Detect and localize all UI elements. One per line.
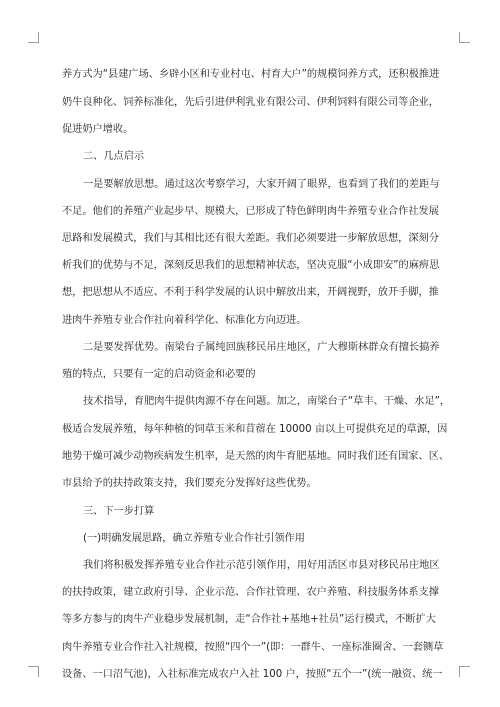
text-line: 我们将积极发挥养殖专业合作社示范引领作用，用好用活区市县对移民吊庄地区: [83, 560, 440, 571]
text-line: 进肉牛养殖专业合作社向着科学化、标准化方向迈进。: [62, 315, 307, 326]
text-line: 殖的特点，只要有一定的启动资金和必要的: [62, 369, 256, 380]
text-line: 技术指导，育肥肉牛提供肉源不存在问题。加之，南梁台子“草丰、干燥、水足”，: [83, 396, 451, 407]
page-corner-bottom-left: [28, 666, 39, 677]
text-line: 肉牛养殖专业合作社入社规模，按照“四个一”(即：一群牛、一座标准圈舍、一套铡草: [62, 642, 444, 653]
text-line: 市县给予的扶持政策支持，我们要充分发挥好这些优势。: [62, 478, 317, 489]
text-line: (一)明确发展思路，确立养殖专业合作社引领作用: [83, 533, 305, 544]
text-line: 地势干燥可减少动物疾病发生机率，是天然的肉牛育肥基地。同时我们还有国家、区、: [62, 451, 450, 462]
text-line: 奶牛良种化、饲养标准化，先后引进伊利乳业有限公司、伊利饲料有限公司等企业，: [62, 97, 439, 108]
text-line: 思路和发展模式，我们与其相比还有很大差距。我们必须要进一步解放思想，深刻分: [62, 233, 439, 244]
page-corner-bottom-right: [459, 666, 470, 677]
text-line: 一是要解放思想。通过这次考察学习，大家开阔了眼界，也看到了我们的差距与: [83, 179, 440, 190]
page-corner-top-right: [459, 32, 470, 43]
text-line: 养方式为“县建广场、乡辟小区和专业村屯、村育大户”的规模饲养方式，还积极推进: [62, 69, 440, 80]
text-line: 不足。他们的养殖产业起步早、规模大，已形成了特色鲜明肉牛养殖专业合作社发展: [62, 206, 439, 217]
text-line: 三、下一步打算: [83, 506, 155, 517]
text-line: 的扶持政策，建立政府引导、企业示范、合作社管理、农户养殖、科技服务体系支撑: [62, 587, 439, 598]
text-line: 设备、一口沼气池)，入社标准完成农户入社 100 户，按照“五个一”(统一融资、统一: [62, 669, 443, 680]
text-line: 促进奶户增收。: [62, 124, 134, 135]
page-corner-top-left: [28, 32, 39, 43]
text-line: 极适合发展养殖，每年种植的饲草玉米和苜蓿在 10000 亩以上可提供充足的草源，因: [62, 424, 448, 435]
text-line: 二、几点启示: [83, 151, 145, 162]
text-line: 二是要发挥优势。南梁台子属纯回族移民吊庄地区，广大穆斯林群众有擅长搞养: [83, 342, 440, 353]
text-line: 析我们的优势与不足，深刻反思我们的思想精神状态，坚决克服“小成即安”的麻痹思: [62, 260, 440, 271]
text-line: 等多方参与的肉牛产业稳步发展机制，走“合作社+基地+社员”运行模式，不断扩大: [62, 614, 436, 625]
text-line: 想，把思想从不适应、不利于科学发展的认识中解放出来，开阔视野，放开手脚，推: [62, 287, 439, 298]
